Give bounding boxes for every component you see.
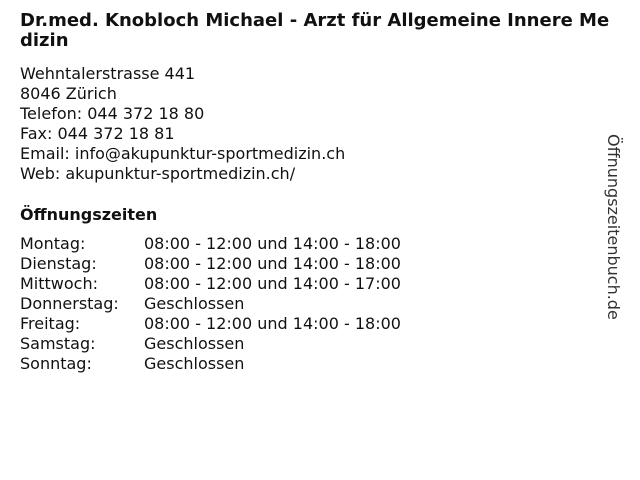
day-label: Mittwoch: [20,274,98,293]
hours-row-monday [20,234,401,254]
hours-row-tuesday [20,254,401,274]
contact-block [20,64,345,184]
day-label: Montag: [20,234,86,253]
hours-row-sunday [20,354,401,374]
hours-value: 08:00 - 12:00 und 14:00 - 18:00 [144,314,401,333]
hours-row-friday [20,314,401,334]
hours-row-wednesday [20,274,401,294]
site-watermark: Öffnungszeitenbuch.de [604,134,623,320]
day-label: Donnerstag: [20,294,119,313]
email-address: Email: info@akupunktur-sportmedizin.ch [20,144,346,163]
hours-value: Geschlossen [144,334,245,353]
hours-row-thursday [20,294,401,314]
page-title: Dr.med. Knobloch Michael - Arzt für Allgemeine Innere Medizin [20,10,610,51]
phone-number: Telefon: 044 372 18 80 [20,104,205,123]
hours-value: Geschlossen [144,294,245,313]
day-label: Sonntag: [20,354,92,373]
hours-value: 08:00 - 12:00 und 14:00 - 18:00 [144,234,401,253]
day-label: Dienstag: [20,254,97,273]
street-address: Wehntalerstrasse 441 [20,64,196,83]
hours-value: Geschlossen [144,354,245,373]
day-label: Freitag: [20,314,81,333]
day-label: Samstag: [20,334,96,353]
fax-number: Fax: 044 372 18 81 [20,124,175,143]
hours-value: 08:00 - 12:00 und 14:00 - 17:00 [144,274,401,293]
hours-value: 08:00 - 12:00 und 14:00 - 18:00 [144,254,401,273]
city-address: 8046 Zürich [20,84,117,103]
opening-hours-heading: Öffnungszeiten [20,205,158,224]
hours-row-saturday [20,334,401,354]
opening-hours-table [20,234,401,374]
website-address: Web: akupunktur-sportmedizin.ch/ [20,164,296,183]
